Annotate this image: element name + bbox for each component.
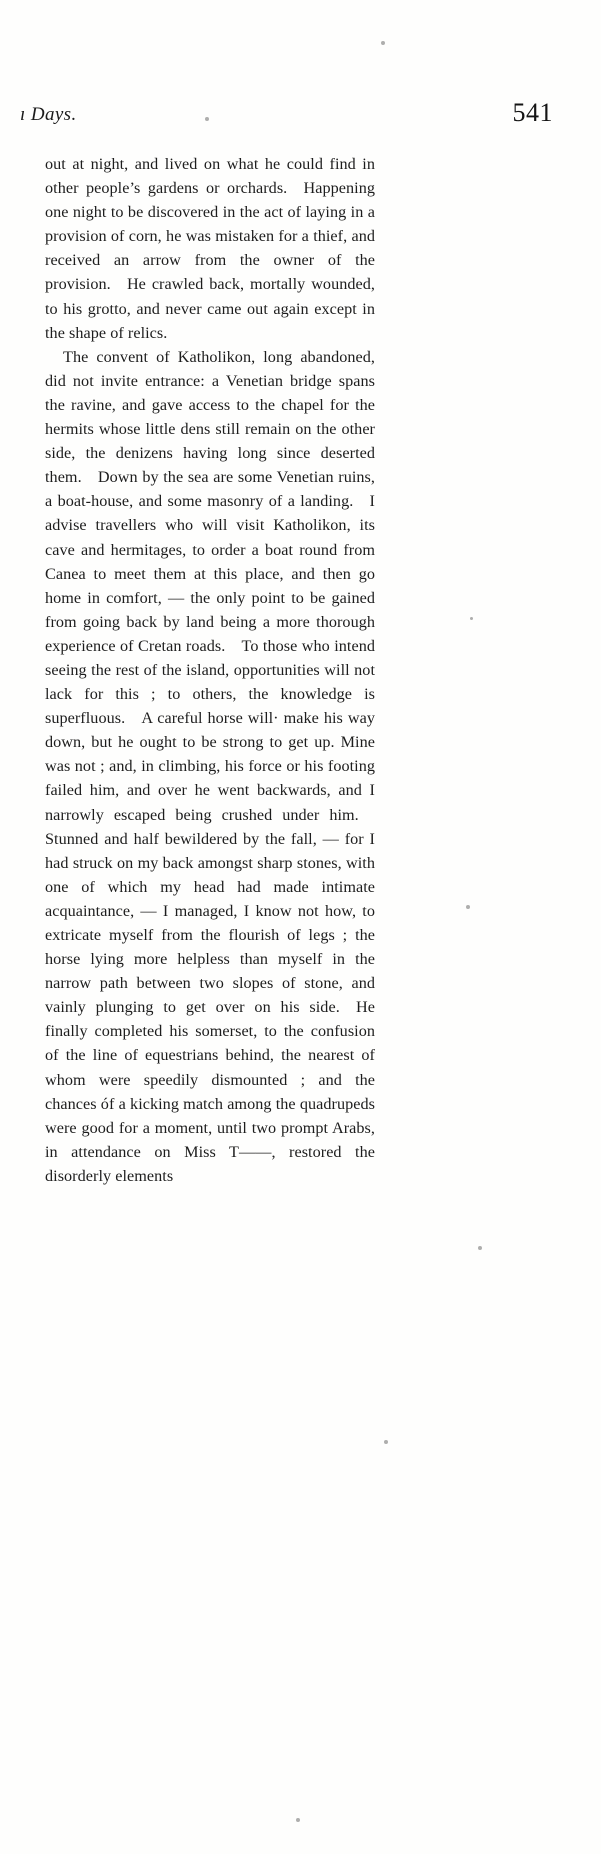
page-speck (478, 1246, 482, 1250)
page-speck (384, 1440, 388, 1444)
paragraph: out at night, and lived on what he could find in other people’s gardens or orchards. Happening one night to be discovered in the act of laying in a provision of corn, he was mistaken for a thief, and received an arrow from the owner of the provision. He crawled back, mortally wounded, to his grotto, and never came out again except in the shape of relics. (45, 155, 375, 342)
page-speck (470, 617, 473, 620)
page-number: 541 (512, 98, 553, 127)
body-text (45, 152, 375, 1188)
paragraph: The convent of Katholikon, long abandoned, did not invite entrance: a Venetian bridge spans the ravine, and gave access to the chapel for the hermits whose little dens still remain on the other side, the denizens having long since deserted them. Down by the sea are some Venetian ruins, a boat-house, and some masonry of a landing. I advise travellers who will visit Katholikon, its cave and hermitages, to order a boat round from Canea to meet them at this place, and then go home in comfort, — the only point to be gained from going back by land being a more thorough experience of Cretan roads. To those who intend seeing the rest of the island, opportunities will not lack for this ; to others, the knowledge is superfluous. A careful horse will· make his way down, but he ought to be strong to get up. Mine was not ; and, in climbing, his force or his footing failed him, and over he went backwards, and I narrowly escaped being crushed under him. Stunned and half bewildered by the fall, — for I had struck on my back amongst sharp stones, with one of which my head had made intimate acquaintance, — I managed, I know not how, to extricate myself from the flourish of legs ; the horse lying more helpless than myself in the narrow path between two slopes of stone, and vainly plunging to get over on his side. He finally completed his somerset, to the confusion of the line of equestrians behind, the nearest of whom were speedily dismounted ; and the chances óf a kicking match among the quadrupeds were good for a moment, until two prompt Arabs, in attendance on Miss T——, restored the disorderly elements (45, 347, 375, 1185)
page-header (20, 98, 553, 134)
page-speck (381, 41, 385, 45)
page-speck (296, 1818, 300, 1822)
page-speck (466, 905, 470, 909)
running-title: ı Days. (20, 104, 77, 125)
